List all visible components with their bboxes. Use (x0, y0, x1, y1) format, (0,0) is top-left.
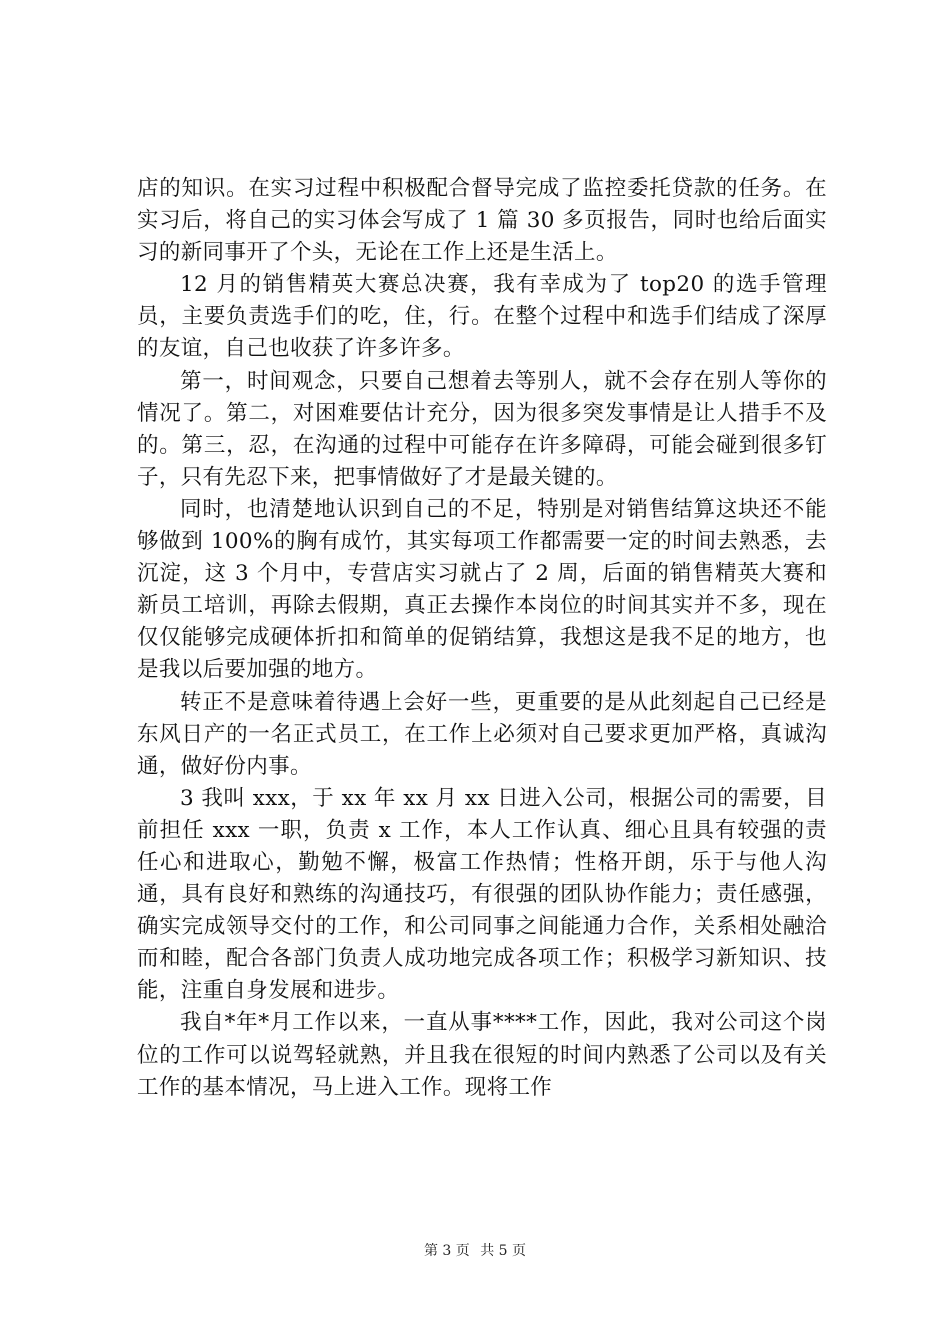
paragraph-6: 3 我叫 xxx，于 xx 年 xx 月 xx 日进入公司，根据公司的需要，目前担任 xxx 一职，负责 x 工作，本人工作认真、细心且具有较强的责任心和进取心，勤勉不懈，极富工作热情；性格开朗，乐于与他人沟通，具有良好和熟练的沟通技巧，有很强的团队协作能力；责任感强，确实完成领导交付的工作，和公司同事之间能通力合作，关系相处融洽而和睦，配合各部门负责人成功地完成各项工作；积极学习新知识、技能，注重自身发展和进步。 (137, 785, 827, 1004)
page-footer (0, 1241, 950, 1261)
paragraph-3: 第一，时间观念，只要自己想着去等别人，就不会存在别人等你的情况了。第二，对困难要估计充分，因为很多突发事情是让人措手不及的。第三，忍，在沟通的过程中可能存在许多障碍，可能会碰到很多钉子，只有先忍下来，把事情做好了才是最关键的。 (137, 368, 827, 490)
paragraph-7: 我自*年*月工作以来，一直从事****工作，因此，我对公司这个岗位的工作可以说驾轻就熟，并且我在很短的时间内熟悉了公司以及有关工作的基本情况，马上进入工作。现将工作 (137, 1010, 827, 1100)
document-body (137, 173, 827, 1104)
paragraph-4: 同时，也清楚地认识到自己的不足，特别是对销售结算这块还不能够做到 100%的胸有成竹，其实每项工作都需要一定的时间去熟悉，去沉淀，这 3 个月中，专营店实习就占了 2 周，后面的销售精英大赛和新员工培训，再除去假期，真正去操作本岗位的时间其实并不多，现在仅仅能够完成硬体折扣和简单的促销结算，我想这是我不足的地方，也是我以后要加强的地方。 (137, 496, 827, 683)
paragraph-1: 店的知识。在实习过程中积极配合督导完成了监控委托贷款的任务。在实习后，将自己的实习体会写成了 1 篇 30 多页报告，同时也给后面实习的新同事开了个头，无论在工作上还是生活上。 (137, 176, 827, 266)
page-total: 共 5 页 (480, 1243, 527, 1259)
page-number: 第 3 页 (423, 1243, 470, 1259)
paragraph-2: 12 月的销售精英大赛总决赛，我有幸成为了 top20 的选手管理员，主要负责选手们的吃，住，行。在整个过程中和选手们结成了深厚的友谊，自己也收获了许多许多。 (137, 272, 827, 362)
paragraph-5: 转正不是意味着待遇上会好一些，更重要的是从此刻起自己已经是东风日产的一名正式员工，在工作上必须对自己要求更加严格，真诚沟通，做好份内事。 (137, 689, 827, 779)
